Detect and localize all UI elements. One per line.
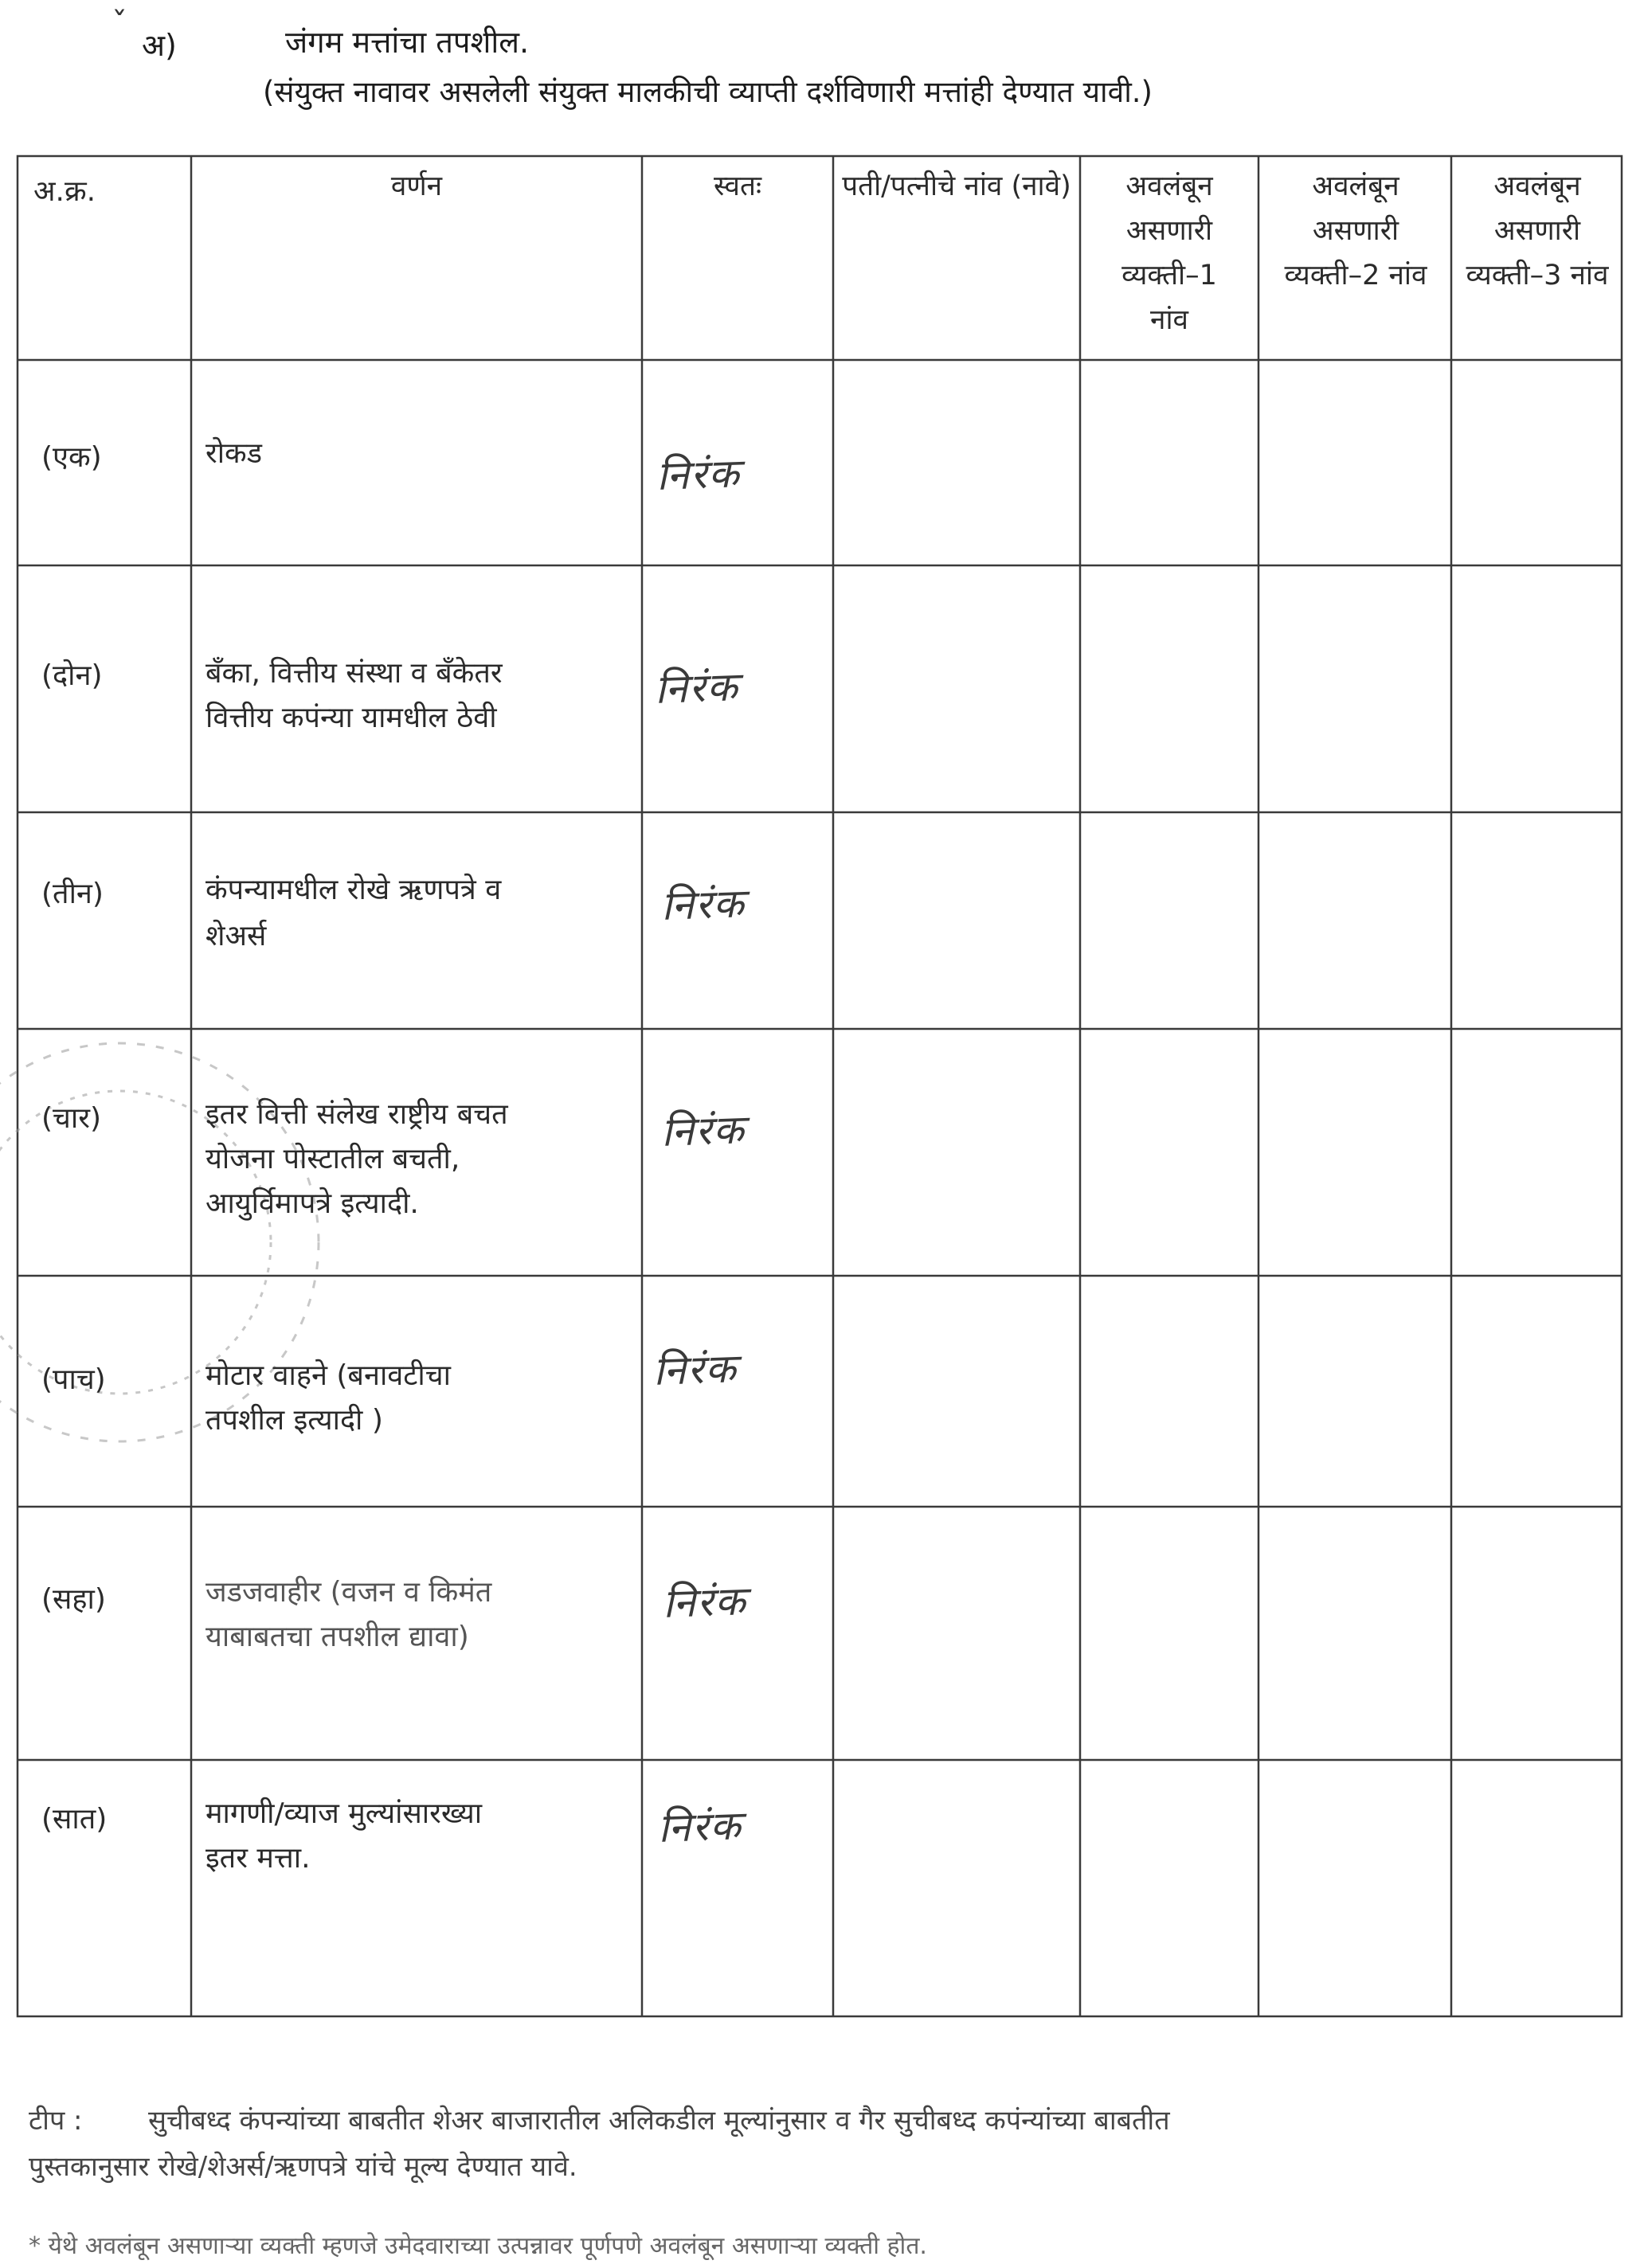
row-description: जडजवाहीर (वजन व किमंत [206,1576,492,1609]
col-header-dependent-1: अवलंबून असणारी व्यक्ती–1 नांव [1121,170,1217,336]
row-serial: (तीन) [41,878,104,910]
row-self-value-handwritten: निरंक [652,1345,738,1394]
row-description: शेअर्स [206,920,267,952]
row-description: कंपन्यामधील रोखे ऋणपत्रे व [206,874,502,906]
col-header-dependent-2: अवलंबून असणारी व्यक्ती–2 नांव [1284,170,1427,291]
row-description: तपशील इत्यादी ) [206,1404,383,1437]
row-serial: (पाच) [41,1363,106,1396]
row-description: वित्तीय कपंन्या यामधील ठेवी [206,702,497,734]
row-self-value-handwritten: निरंक [656,450,742,499]
row-description: रोकड [206,437,262,470]
col-header-spouse: पती/पत्नीचे नांव (नावे) [842,170,1071,202]
row-serial: (एक) [41,441,102,474]
note-text-line-2: पुस्तकानुसार रोखे/शेअर्स/ऋणपत्रे यांचे मूल्य देण्यात यावे. [29,2151,577,2183]
row-serial: (चार) [41,1102,101,1135]
row-self-value-handwritten: निरंक [657,1802,743,1852]
note-label: टीप : [29,2105,83,2137]
row-description: आयुर्विमापत्रे इत्यादी. [206,1187,419,1220]
row-description: इतर वित्ती संलेख राष्ट्रीय बचत [206,1098,508,1131]
row-description: बँका, वित्तीय संस्था व बँकेतर [206,657,503,690]
section-title: जंगम मत्तांचा तपशील. [285,25,530,60]
col-header-self: स्वतः [713,170,762,202]
row-serial: (सात) [41,1803,108,1836]
row-self-value-handwritten: निरंक [662,1578,748,1627]
row-self-value-handwritten: निरंक [654,663,740,713]
row-description: योजना पोस्टातील बचती, [206,1143,460,1175]
row-description: मोटार वाहने (बनावटीचा [206,1359,451,1392]
col-header-description: वर्णन [390,170,443,202]
row-description: मागणी/व्याज मुल्यांसारख्या [206,1797,483,1830]
col-header-serial: अ.क्र. [33,175,96,208]
note-text-line-1: सुचीबध्द कंपन्यांच्या बाबतीत शेअर बाजारातील अलिकडील मूल्यांनुसार व गैर सुचीबध्द कपंन्यांच्या बाबतीत [148,2105,1170,2137]
row-serial: (दोन) [41,659,103,692]
row-serial: (सहा) [41,1583,106,1616]
row-description: याबाबतचा तपशील द्यावा) [206,1621,469,1653]
tick-mark: ˇ [112,6,127,43]
section-marker: अ) [142,28,177,63]
footnote: * येथे अवलंबून असणाऱ्या व्यक्ती म्हणजे उमेदवाराच्या उत्पन्नावर पूर्णपणे अवलंबून असणाऱ्या व्यक्ती होत. [29,2232,927,2260]
row-self-value-handwritten: निरंक [660,1106,746,1156]
row-description: इतर मत्ता. [206,1842,311,1875]
section-subtitle: (संयुक्त नावावर असलेली संयुक्त मालकीची व्याप्ती दर्शविणारी मत्तांही देण्यात यावी.) [263,75,1153,109]
row-self-value-handwritten: निरंक [660,880,746,929]
col-header-dependent-3: अवलंबून असणारी व्यक्ती–3 नांव [1466,170,1609,291]
